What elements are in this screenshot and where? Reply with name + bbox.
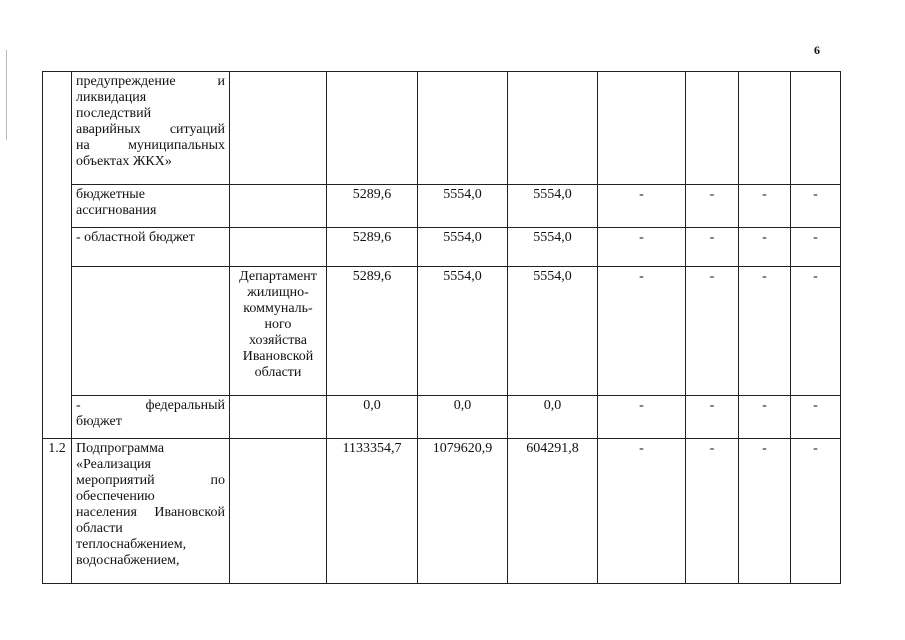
value-cell-3: 5554,0 (508, 228, 598, 267)
executor-cell: Департамент жилищно- коммуналь- ного хозяйства Ивановской области (230, 267, 327, 396)
executor-cell (230, 228, 327, 267)
value-cell-1: 5289,6 (327, 228, 418, 267)
executor-cell (230, 396, 327, 439)
page-number: 6 (814, 43, 820, 57)
dash-cell: - (739, 228, 791, 267)
value-cell-2: 0,0 (418, 396, 508, 439)
value-cell-3: 5554,0 (508, 185, 598, 228)
executor-cell (230, 72, 327, 185)
name-cell: предупреждение и ликвидация последствий аварийных ситуаций на муниципальных объектах ЖКХ» (72, 72, 230, 185)
name-cell: - областной бюджет (72, 228, 230, 267)
executor-cell (230, 439, 327, 584)
value-cell-3 (508, 72, 598, 185)
row-number-cell: 1.2 (43, 439, 72, 584)
dash-cell: - (598, 228, 686, 267)
value-cell-3: 0,0 (508, 396, 598, 439)
executor-cell (230, 185, 327, 228)
value-cell-2: 5554,0 (418, 267, 508, 396)
dash-cell: - (598, 439, 686, 584)
dash-cell: - (686, 267, 739, 396)
name-cell: Подпрограмма «Реализация мероприятий по обеспечению населения Ивановской области теплоснабжением, водоснабжением, (72, 439, 230, 584)
dash-cell: - (686, 228, 739, 267)
dash-cell: - (598, 267, 686, 396)
dash-cell (739, 72, 791, 185)
dash-cell: - (791, 267, 841, 396)
margin-mark (6, 50, 7, 140)
dash-cell: - (686, 185, 739, 228)
row-number-cell (43, 72, 72, 439)
table-row (43, 228, 841, 267)
dash-cell: - (598, 396, 686, 439)
table-row (43, 439, 841, 584)
value-cell-1: 5289,6 (327, 185, 418, 228)
dash-cell: - (791, 228, 841, 267)
dash-cell: - (686, 439, 739, 584)
dash-cell: - (739, 396, 791, 439)
name-cell: бюджетные ассигнования (72, 185, 230, 228)
value-cell-2 (418, 72, 508, 185)
value-cell-2: 1079620,9 (418, 439, 508, 584)
value-cell-1: 1133354,7 (327, 439, 418, 584)
value-cell-2: 5554,0 (418, 185, 508, 228)
value-cell-2: 5554,0 (418, 228, 508, 267)
table-row (43, 72, 841, 185)
table-row (43, 267, 841, 396)
value-cell-3: 604291,8 (508, 439, 598, 584)
dash-cell: - (739, 267, 791, 396)
dash-cell: - (739, 185, 791, 228)
budget-table (42, 71, 841, 584)
dash-cell: - (791, 185, 841, 228)
value-cell-1: 5289,6 (327, 267, 418, 396)
dash-cell: - (739, 439, 791, 584)
dash-cell (686, 72, 739, 185)
dash-cell: - (791, 396, 841, 439)
dash-cell (598, 72, 686, 185)
dash-cell: - (686, 396, 739, 439)
name-cell: - федеральный бюджет (72, 396, 230, 439)
value-cell-3: 5554,0 (508, 267, 598, 396)
name-cell (72, 267, 230, 396)
value-cell-1 (327, 72, 418, 185)
table-row (43, 396, 841, 439)
dash-cell: - (791, 439, 841, 584)
dash-cell (791, 72, 841, 185)
value-cell-1: 0,0 (327, 396, 418, 439)
dash-cell: - (598, 185, 686, 228)
table-row (43, 185, 841, 228)
